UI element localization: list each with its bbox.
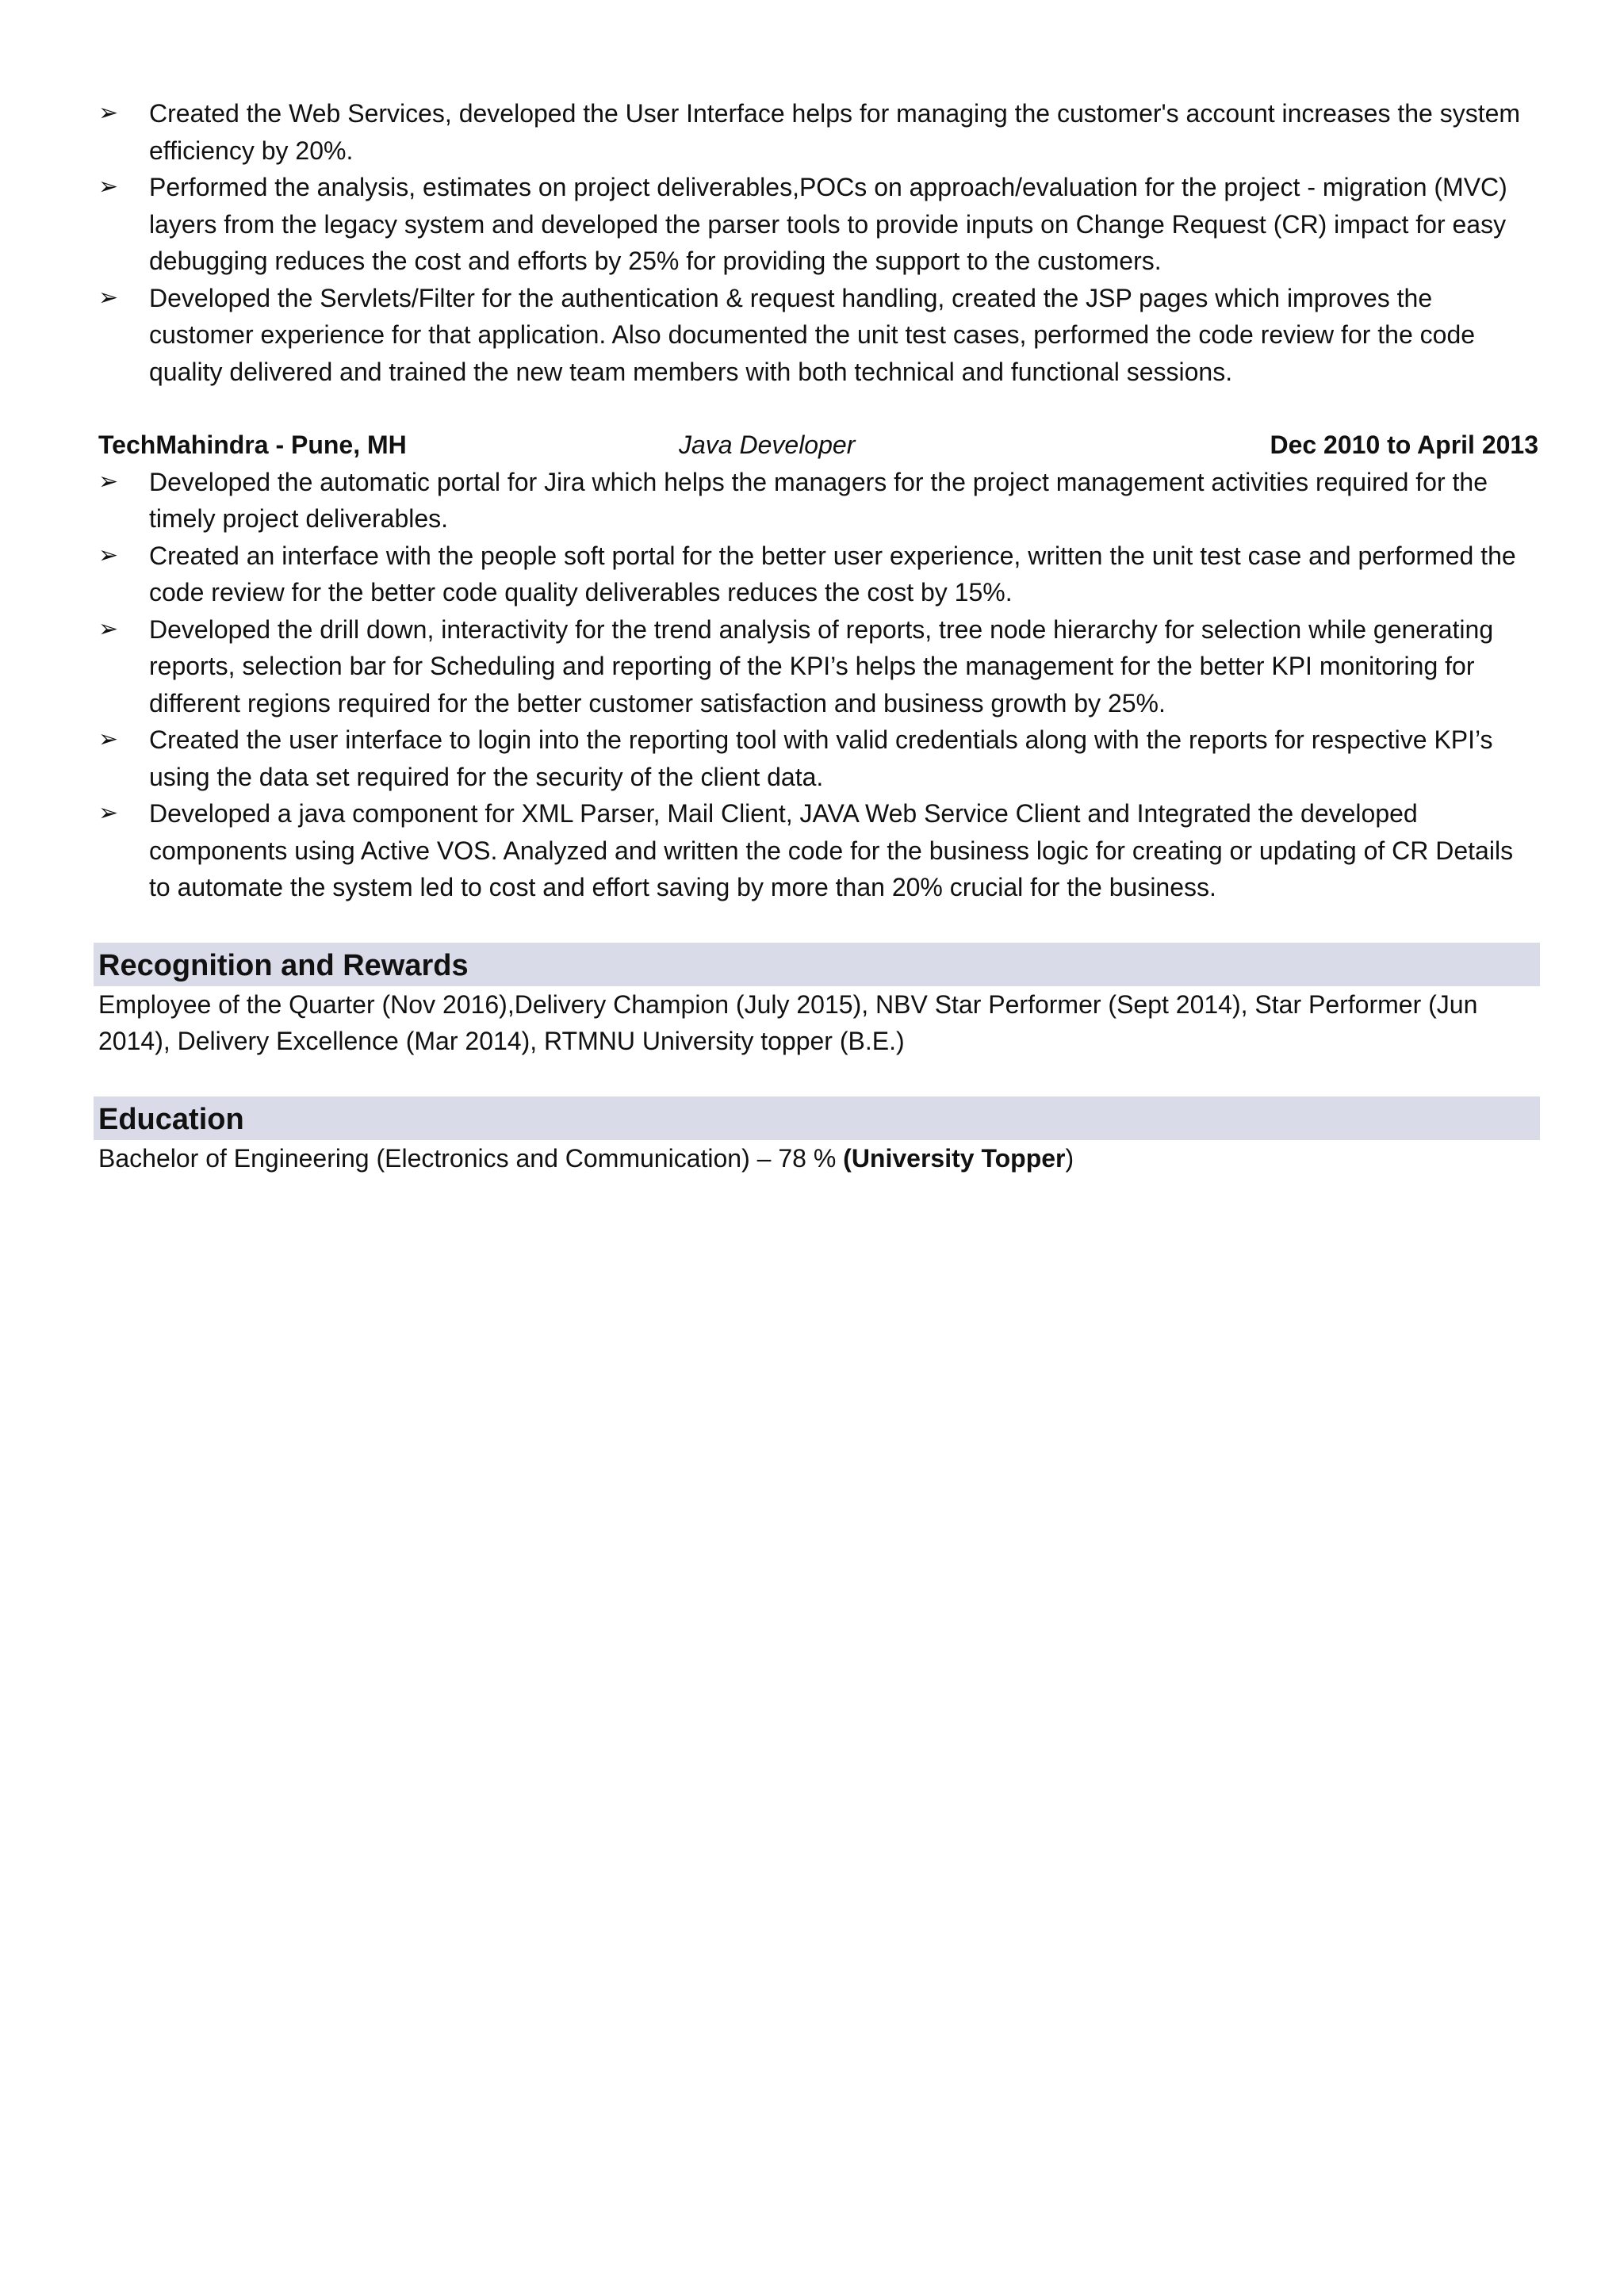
- list-item: [98, 169, 1538, 280]
- list-item: [98, 721, 1538, 795]
- education-section-title: Education: [94, 1096, 1540, 1140]
- bullet-text: Developed the automatic portal for Jira which helps the managers for the project management activities required for the timely project deliverables.: [149, 467, 1488, 533]
- education-honor: University Topper: [851, 1143, 1066, 1173]
- education-open-paren: (: [843, 1143, 852, 1173]
- arrow-bullet-icon: ➢: [98, 468, 119, 495]
- bullet-text: Developed the drill down, interactivity for the trend analysis of reports, tree node hierarchy for selection while generating reports, selection bar for Scheduling and reporting of the KPI’s helps the management for the better KPI monitoring for different regions required for the better customer satisfaction and business growth by 25%.: [149, 614, 1494, 718]
- bullet-text: Developed the Servlets/Filter for the authentication & request handling, created the JSP pages which improves the customer experience for that application. Also documented the unit test cases, performed the code review for the code quality delivered and trained the new team members with both technical and functional sessions.: [149, 283, 1476, 386]
- arrow-bullet-icon: ➢: [98, 284, 119, 311]
- job-company: TechMahindra - Pune, MH: [98, 430, 407, 459]
- recognition-text: Employee of the Quarter (Nov 2016),Delivery Champion (July 2015), NBV Star Performer (Sept 2014), Star Performer (Jun 2014), Delivery Excellence (Mar 2014), RTMNU University topper (B.E.): [98, 989, 1478, 1055]
- intro-bullet-list: [98, 95, 1538, 390]
- education-text: [98, 1140, 1538, 1177]
- job-dates: Dec 2010 to April 2013: [1270, 430, 1538, 459]
- job-bullet-list: [98, 464, 1538, 906]
- arrow-bullet-icon: ➢: [98, 174, 119, 200]
- list-item: [98, 95, 1538, 169]
- job-header: [98, 427, 1538, 464]
- job-role: Java Developer: [679, 430, 856, 459]
- bullet-text: Created the user interface to login into the reporting tool with valid credentials along with the reports for respective KPI’s using the data set required for the security of the client data.: [149, 725, 1493, 791]
- list-item: [98, 795, 1538, 906]
- arrow-bullet-icon: ➢: [98, 100, 119, 126]
- arrow-bullet-icon: ➢: [98, 800, 119, 826]
- arrow-bullet-icon: ➢: [98, 726, 119, 752]
- list-item: [98, 611, 1538, 722]
- education-close-paren: ): [1065, 1143, 1074, 1173]
- resume-page: [98, 95, 1538, 1177]
- bullet-text: Developed a java component for XML Parser, Mail Client, JAVA Web Service Client and Integrated the developed components using Active VOS. Analyzed and written the code for the business logic for creating or updating of CR Details to automate the system led to cost and effort saving by more than 20% crucial for the business.: [149, 799, 1514, 901]
- list-item: [98, 464, 1538, 538]
- bullet-text: Created an interface with the people soft portal for the better user experience, written the unit test case and performed the code review for the better code quality deliverables reduces the cost by 15%.: [149, 541, 1516, 607]
- arrow-bullet-icon: ➢: [98, 541, 119, 568]
- list-item: [98, 280, 1538, 391]
- arrow-bullet-icon: ➢: [98, 615, 119, 642]
- list-item: [98, 538, 1538, 611]
- bullet-text: Created the Web Services, developed the User Interface helps for managing the customer's account increases the system efficiency by 20%.: [149, 99, 1521, 165]
- bullet-text: Performed the analysis, estimates on project deliverables,POCs on approach/evaluation for the project - migration (MVC) layers from the legacy system and developed the parser tools to provide inputs on Change Request (CR) impact for easy debugging reduces the cost and efforts by 25% for providing the support to the customers.: [149, 173, 1507, 275]
- recognition-section-title: Recognition and Rewards: [94, 943, 1540, 986]
- education-degree: Bachelor of Engineering (Electronics and Communication) – 78 %: [98, 1143, 844, 1173]
